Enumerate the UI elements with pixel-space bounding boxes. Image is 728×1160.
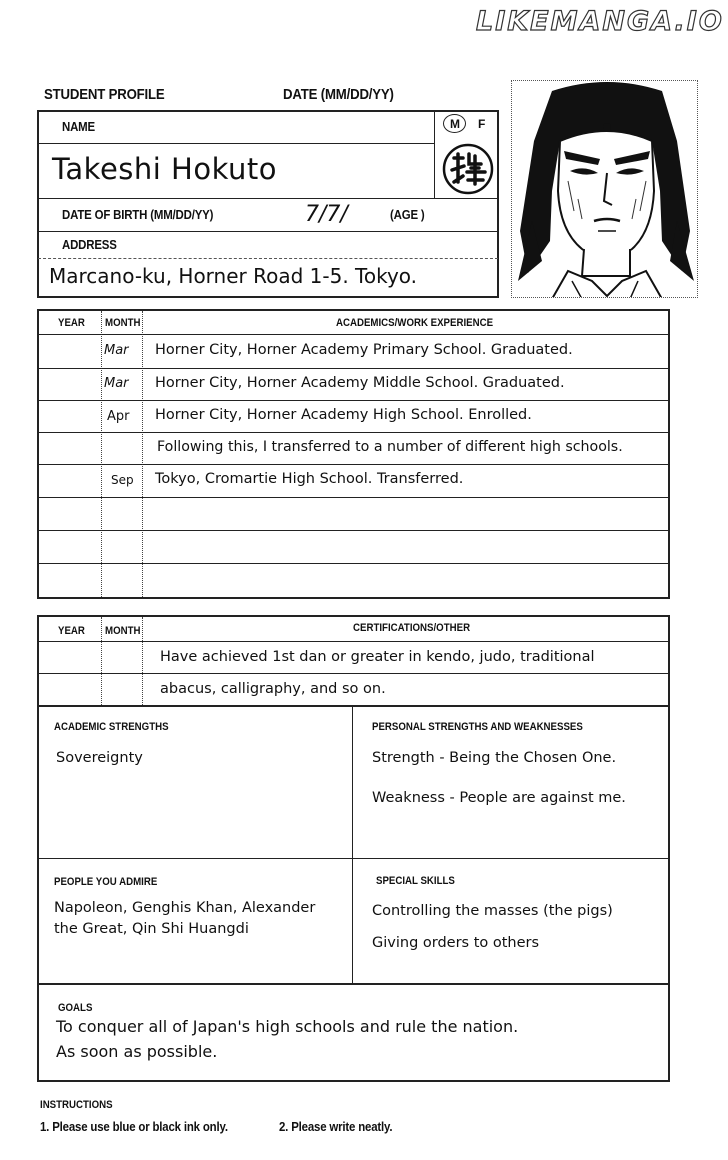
row-divider (38, 858, 669, 859)
column-divider (352, 706, 353, 983)
name-value: Takeshi Hokuto (52, 152, 277, 186)
goals-line: To conquer all of Japan's high schools and rule the nation. (56, 1017, 519, 1036)
sex-f-label: F (478, 117, 486, 131)
special-skills-label: SPECIAL SKILLS (376, 875, 455, 887)
special-skills-line: Giving orders to others (372, 935, 540, 951)
strengths-block (37, 705, 670, 985)
column-divider (142, 617, 143, 705)
academics-col-month: MONTH (105, 317, 141, 329)
age-label: (AGE ) (390, 207, 425, 222)
certification-text: abacus, calligraphy, and so on. (160, 681, 386, 697)
personal-strengths-label: PERSONAL STRENGTHS AND WEAKNESSES (372, 721, 583, 733)
date-label: DATE (MM/DD/YY) (283, 86, 394, 103)
form-title: STUDENT PROFILE (44, 86, 165, 103)
certifications-col-month: MONTH (105, 625, 141, 637)
people-admire-line: Napoleon, Genghis Khan, Alexander (54, 900, 316, 916)
seal-stamp (441, 142, 495, 196)
goals-label: GOALS (58, 1002, 93, 1014)
address-value: Marcano-ku, Horner Road 1-5. Tokyo. (49, 264, 418, 288)
column-divider (101, 311, 102, 597)
certifications-col-title: CERTIFICATIONS/OTHER (353, 622, 471, 634)
divider (38, 143, 435, 144)
weakness-value: Weakness - People are against me. (372, 790, 626, 806)
divider (38, 258, 498, 259)
row-divider (38, 497, 669, 498)
academics-row-month: Mar (104, 343, 129, 358)
name-label: NAME (62, 119, 95, 134)
instructions-label: INSTRUCTIONS (40, 1099, 113, 1111)
sex-m-label: M (450, 117, 460, 131)
portrait-illustration (512, 81, 698, 298)
address-label: ADDRESS (62, 237, 117, 252)
row-divider (38, 400, 669, 401)
academics-row-text: Tokyo, Cromartie High School. Transferred. (155, 471, 464, 487)
column-divider (101, 617, 102, 705)
row-divider (38, 641, 669, 642)
row-divider (38, 464, 669, 465)
special-skills-line: Controlling the masses (the pigs) (372, 903, 613, 919)
academic-strengths-value: Sovereignty (56, 750, 143, 766)
watermark: LIKEMANGA.IO (476, 6, 724, 37)
certifications-col-year: YEAR (58, 625, 85, 637)
academic-strengths-label: ACADEMIC STRENGTHS (54, 721, 169, 733)
instruction-item: 2. Please write neatly. (279, 1119, 393, 1134)
people-admire-label: PEOPLE YOU ADMIRE (54, 876, 158, 888)
academics-row-text: Horner City, Horner Academy Primary School. Graduated. (155, 342, 573, 358)
certification-text: Have achieved 1st dan or greater in kendo, judo, traditional (160, 649, 595, 665)
academics-col-year: YEAR (58, 317, 85, 329)
academics-row-month: Sep (111, 473, 134, 487)
divider (38, 231, 498, 232)
row-divider (38, 432, 669, 433)
portrait-photo (511, 80, 698, 298)
strength-value: Strength - Being the Chosen One. (372, 750, 617, 766)
row-divider (38, 334, 669, 335)
divider (38, 198, 498, 199)
dob-value: 7/7/ (305, 202, 348, 227)
academics-row-text: Following this, I transferred to a number of different high schools. (157, 439, 623, 455)
row-divider (38, 673, 669, 674)
academics-row-text: Horner City, Horner Academy Middle School. Graduated. (155, 375, 565, 391)
academics-row-text: Horner City, Horner Academy High School. Enrolled. (155, 407, 532, 423)
academics-row-month: Mar (104, 376, 129, 391)
people-admire-line: the Great, Qin Shi Huangdi (54, 921, 249, 937)
divider (434, 111, 435, 198)
row-divider (38, 563, 669, 564)
academics-col-title: ACADEMICS/WORK EXPERIENCE (336, 317, 494, 329)
dob-label: DATE OF BIRTH (MM/DD/YY) (62, 207, 214, 222)
row-divider (38, 530, 669, 531)
column-divider (142, 311, 143, 597)
academics-row-month: Apr (107, 409, 130, 424)
instruction-item: 1. Please use blue or black ink only. (40, 1119, 228, 1134)
row-divider (38, 368, 669, 369)
goals-line: As soon as possible. (56, 1042, 218, 1061)
